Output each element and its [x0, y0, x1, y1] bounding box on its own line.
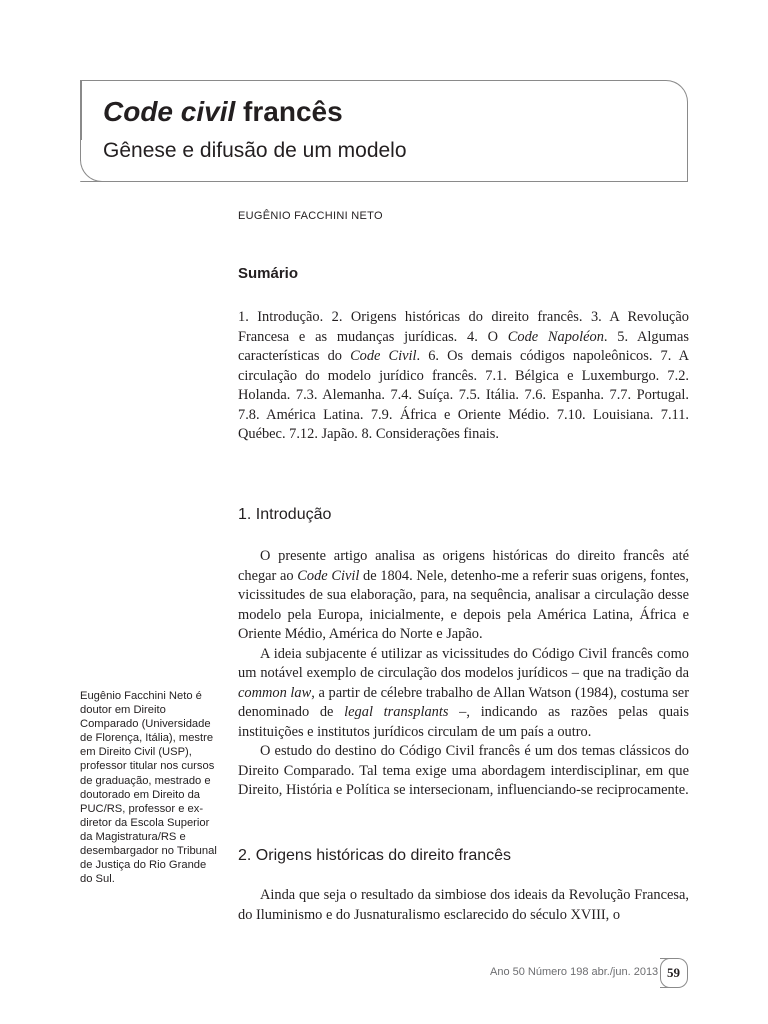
summary-text — [238, 308, 689, 445]
author-name: EUGÊNIO FACCHINI NETO — [238, 210, 383, 222]
article-title-rest: francês — [235, 96, 343, 127]
text-run: A ideia subjacente é utilizar as vicissitudes do Código Civil francês como um notável exemplo de circulação dos modelos jurídicos – que na tradição da — [238, 645, 689, 681]
text-run: O presente artigo analisa as origens históricas do direito francês até chegar ao — [238, 548, 689, 584]
article-title — [103, 96, 343, 128]
section1-body — [238, 547, 689, 801]
text-run: –, indicando as razões pelas quais instituições e institutos jurídicos circulam de um país a outro. — [238, 704, 690, 740]
summary-part: . 5. Algumas características do — [238, 328, 689, 364]
italic-run: Code Civil — [297, 567, 360, 584]
section1-paragraph-3: O estudo do destino do Código Civil francês é um dos temas clássicos do Direito Comparado. Tal tema exige uma abordagem interdisciplinar, em que Direito, História e Política se intersecionam, influenciando-se reciprocamente. — [238, 743, 689, 798]
summary-part: 1. Introdução. 2. Origens históricas do direito francês. 3. A Revolução Francesa e as mudanças jurídicas. 4. O — [238, 309, 689, 345]
section1-paragraph-2 — [238, 645, 689, 743]
summary-italic: Code Napoléon — [507, 328, 604, 345]
section1-paragraph-1 — [238, 547, 689, 645]
article-title-italic: Code civil — [103, 96, 236, 127]
summary-italic: Code Civil — [350, 348, 417, 364]
section1-heading: 1. Introdução — [238, 506, 332, 523]
section2-body — [238, 886, 689, 925]
article-subtitle: Gênese e difusão de um modelo — [103, 139, 407, 162]
author-bio: Eugênio Facchini Neto é doutor em Direito Comparado (Universidade de Florença, Itália), mestre em Direito Civil (USP), professor titular nos cursos de graduação, mestrado e doutorado em Direito da PUC/RS, professor e ex-diretor da Escola Superior da Magistratura/RS e desembargador no Tribunal de Justiça do Rio Grande do Sul. — [80, 690, 217, 886]
summary-heading: Sumário — [238, 265, 299, 282]
section2-heading: 2. Origens históricas do direito francês — [238, 847, 512, 864]
italic-run: common law — [238, 684, 312, 701]
text-run: , a partir de célebre trabalho de Allan Watson (1984), costuma ser denominado de — [238, 684, 689, 720]
italic-run: legal transplants — [344, 704, 449, 720]
text-run: de 1804. Nele, detenho-me a referir suas origens, fontes, vicissitudes de sua elaboração, para, na sequência, analisar a circulação desse modelo pela Europa, inicialmente, e depois pela América Latina, África e Oriente Médio, América do Norte e Japão. — [238, 567, 689, 642]
page-number: 59 — [660, 958, 688, 988]
section2-paragraph-1: Ainda que seja o resultado da simbiose dos ideais da Revolução Francesa, do Iluminismo e do Jusnaturalismo esclarecido do século XVIII, o — [238, 887, 689, 923]
journal-footer: Ano 50 Número 198 abr./jun. 2013 — [490, 966, 659, 978]
summary-part: . 6. Os demais códigos napoleônicos. 7. A circulação do modelo jurídico francês. 7.1. Bélgica e Luxemburgo. 7.2. Holanda. 7.3. Alemanha. 7.4. Suíça. 7.5. Itália. 7.6. Espanha. 7.7. Portugal. 7.8. América Latina. 7.9. África e Oriente Médio. 7.10. Louisiana. 7.11. Québec. 7.12. Japão. 8. Considerações finais. — [238, 348, 689, 442]
